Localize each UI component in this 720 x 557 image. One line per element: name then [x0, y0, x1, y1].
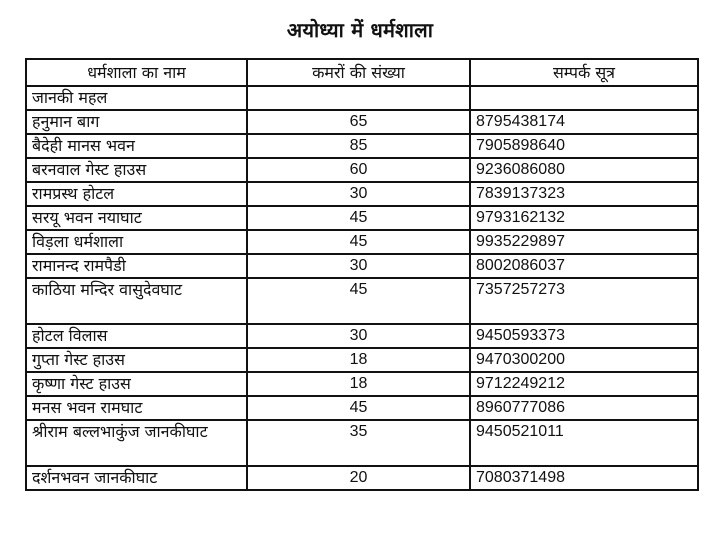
page-title: अयोध्या में धर्मशाला	[286, 18, 434, 42]
cell-name: जानकी महल	[26, 86, 247, 110]
cell-name: रामप्रस्थ होटल	[26, 182, 247, 206]
cell-name: गुप्ता गेस्ट हाउस	[26, 348, 247, 372]
cell-phone: 9450521011	[470, 420, 698, 466]
table-row	[26, 466, 698, 490]
cell-name: बैदेही मानस भवन	[26, 134, 247, 158]
column-header-contact: सम्पर्क सूत्र	[470, 59, 698, 86]
table-row	[26, 420, 698, 466]
cell-rooms: 85	[247, 134, 470, 158]
cell-phone: 9935229897	[470, 230, 698, 254]
table-row	[26, 348, 698, 372]
cell-phone: 8960777086	[470, 396, 698, 420]
table-row	[26, 86, 698, 110]
cell-rooms	[247, 86, 470, 110]
cell-rooms: 30	[247, 182, 470, 206]
cell-phone	[470, 86, 698, 110]
cell-rooms: 65	[247, 110, 470, 134]
table-header-row	[26, 59, 698, 86]
cell-name: काठिया मन्दिर वासुदेवघाट	[26, 278, 247, 324]
cell-phone: 9470300200	[470, 348, 698, 372]
cell-phone: 7905898640	[470, 134, 698, 158]
cell-rooms: 35	[247, 420, 470, 466]
cell-phone: 9450593373	[470, 324, 698, 348]
table-row	[26, 206, 698, 230]
table-row	[26, 158, 698, 182]
cell-name: विड़ला धर्मशाला	[26, 230, 247, 254]
table-row	[26, 182, 698, 206]
cell-name: होटल विलास	[26, 324, 247, 348]
cell-name: बरनवाल गेस्ट हाउस	[26, 158, 247, 182]
cell-name: श्रीराम बल्लभाकुंज जानकीघाट	[26, 420, 247, 466]
cell-rooms: 18	[247, 372, 470, 396]
cell-phone: 9712249212	[470, 372, 698, 396]
cell-rooms: 18	[247, 348, 470, 372]
cell-rooms: 30	[247, 324, 470, 348]
cell-phone: 9236086080	[470, 158, 698, 182]
table-row	[26, 254, 698, 278]
table-row	[26, 324, 698, 348]
cell-rooms: 45	[247, 230, 470, 254]
table-row	[26, 134, 698, 158]
table-row	[26, 396, 698, 420]
column-header-rooms: कमरों की संख्या	[247, 59, 470, 86]
cell-phone: 7080371498	[470, 466, 698, 490]
table-row	[26, 110, 698, 134]
cell-phone: 8795438174	[470, 110, 698, 134]
table-row	[26, 278, 698, 324]
cell-rooms: 20	[247, 466, 470, 490]
cell-name: रामानन्द रामपैडी	[26, 254, 247, 278]
cell-name: हनुमान बाग	[26, 110, 247, 134]
cell-name: दर्शनभवन जानकीघाट	[26, 466, 247, 490]
dharamshala-table	[25, 58, 699, 491]
cell-phone: 7357257273	[470, 278, 698, 324]
cell-rooms: 45	[247, 396, 470, 420]
cell-phone: 9793162132	[470, 206, 698, 230]
cell-name: कृष्णा गेस्ट हाउस	[26, 372, 247, 396]
column-header-name: धर्मशाला का नाम	[26, 59, 247, 86]
cell-name: सरयू भवन नयाघाट	[26, 206, 247, 230]
table-row	[26, 230, 698, 254]
cell-phone: 8002086037	[470, 254, 698, 278]
table-row	[26, 372, 698, 396]
cell-rooms: 45	[247, 206, 470, 230]
cell-rooms: 30	[247, 254, 470, 278]
cell-name: मनस भवन रामघाट	[26, 396, 247, 420]
cell-phone: 7839137323	[470, 182, 698, 206]
cell-rooms: 60	[247, 158, 470, 182]
cell-rooms: 45	[247, 278, 470, 324]
